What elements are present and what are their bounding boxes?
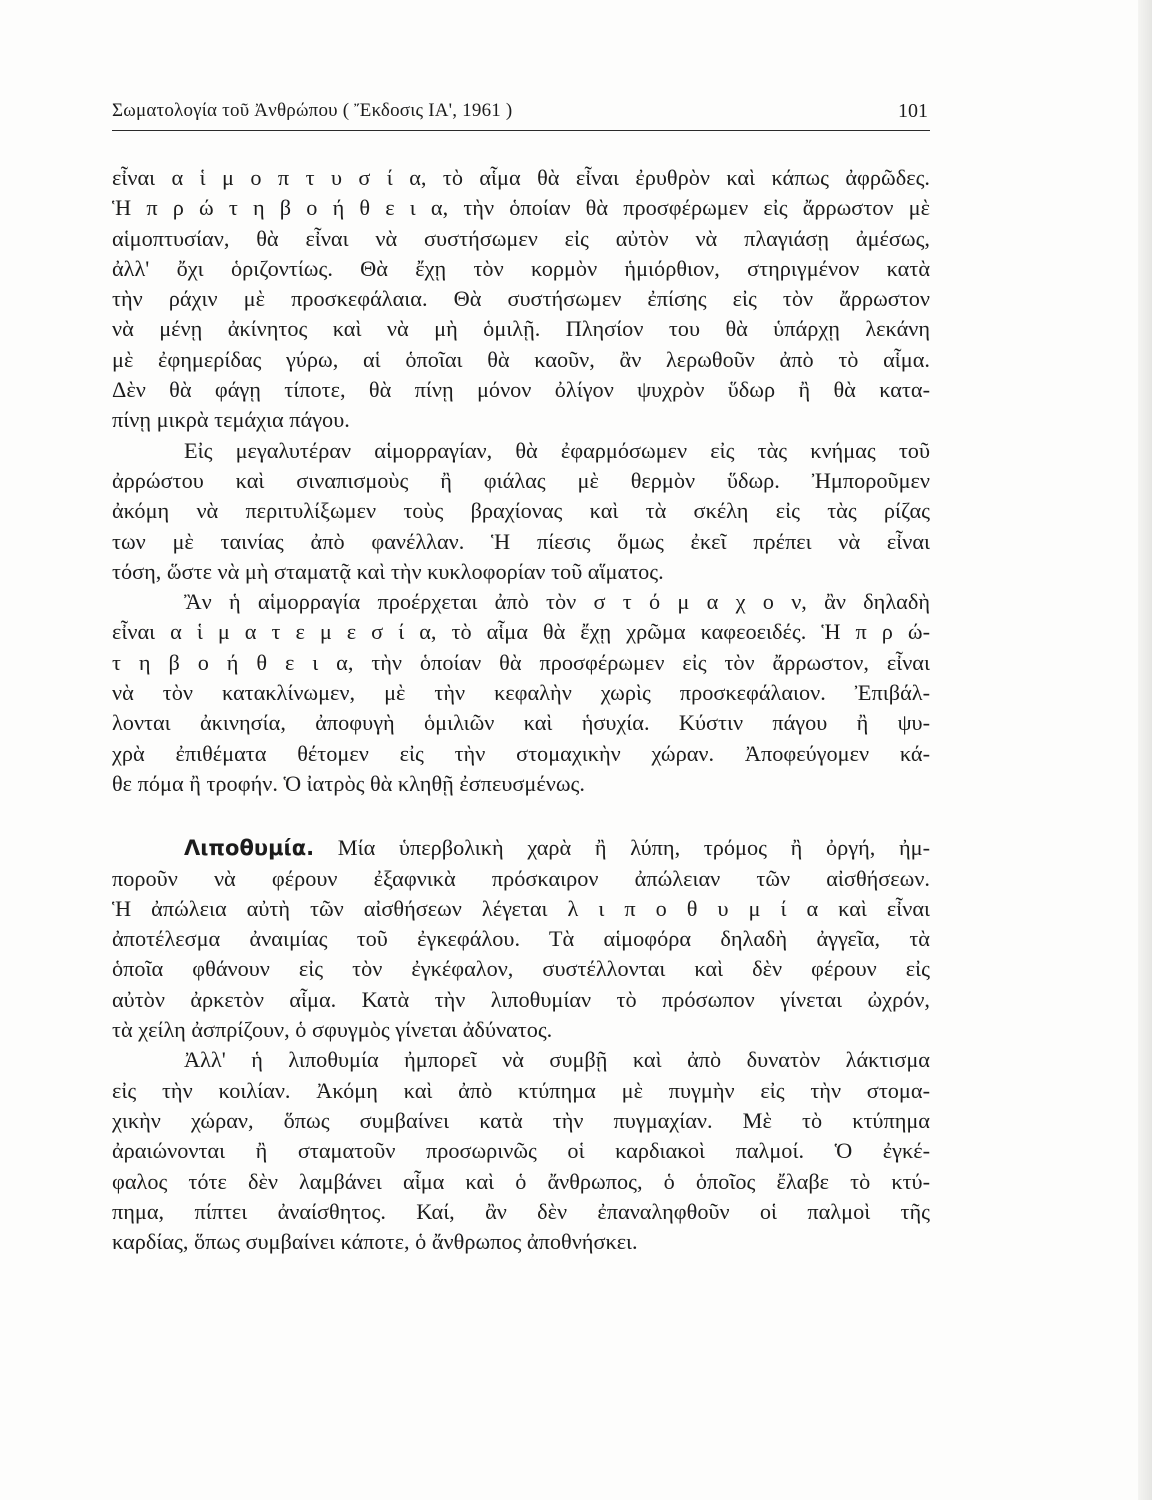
paragraph-2 [112, 436, 930, 587]
text-line: τὴν ράχιν μὲ προσκεφάλαια. Θὰ συστήσωμεν ἐπίσης εἰς τὸν ἄρρωστον [112, 286, 930, 312]
text-line: αὐτὸν ἀρκετὸν αἷμα. Κατὰ τὴν λιποθυμίαν τὸ πρόσωπον γίνεται ὠχρόν, [112, 986, 930, 1012]
text-line: χρὰ ἐπιθέματα θέτομεν εἰς τὴν στομαχικὴν χώραν. Ἀποφεύγομεν κά- [112, 740, 930, 766]
text-line: νὰ μένῃ ἀκίνητος καὶ νὰ μὴ ὁμιλῇ. Πλησίον του θὰ ὑπάρχῃ λεκάνη [112, 316, 930, 342]
text-line: εἶναι α ἱ μ α τ ε μ ε σ ί α, τὸ αἷμα θὰ ἔχῃ χρῶμα καφεοειδές. Ἡ π ρ ώ- [112, 619, 930, 645]
running-head [112, 96, 930, 131]
text-line: ἀρρώστου καὶ σιναπισμοὺς ἢ φιάλας μὲ θερμὸν ὕδωρ. Ἠμποροῦμεν [112, 467, 930, 493]
text-line: πημα, πίπτει ἀναίσθητος. Καί, ἂν δὲν ἐπαναληφθοῦν οἱ παλμοὶ τῆς [112, 1198, 930, 1224]
section-gap [112, 799, 930, 833]
text-line: Δὲν θὰ φάγῃ τίποτε, θὰ πίνῃ μόνον ὀλίγον ψυχρὸν ὕδωρ ἢ θὰ κατα- [112, 377, 930, 403]
text-line: Ἡ ἀπώλεια αὐτὴ τῶν αἰσθήσεων λέγεται λ ι π ο θ υ μ ί α καὶ εἶναι [112, 895, 930, 921]
text-line: Εἰς μεγαλυτέραν αἱμορραγίαν, θὰ ἐφαρμόσωμεν εἰς τὰς κνήμας τοῦ [184, 437, 930, 463]
text-line: πίνῃ μικρὰ τεμάχια πάγου. [112, 407, 350, 433]
text-line: τ η β ο ή θ ε ι α, τὴν ὁποίαν θὰ προσφέρωμεν εἰς τὸν ἄρρωστον, εἶναι [112, 649, 930, 675]
heading-line-rest: Μία ὑπερβολικὴ χαρὰ ἢ λύπη, τρόμος ἢ ὀργή, ἠμ- [337, 835, 931, 861]
text-line: λονται ἀκινησία, ἀποφυγὴ ὁμιλιῶν καὶ ἡσυχία. Κύστιν πάγου ἢ ψυ- [112, 710, 930, 736]
text-line: των μὲ ταινίας ἀπὸ φανέλλαν. Ἡ πίεσις ὅμως ἐκεῖ πρέπει νὰ εἶναι [112, 528, 930, 554]
text-line: ἀποτέλεσμα ἀναιμίας τοῦ ἐγκεφάλου. Τὰ αἱμοφόρα δηλαδὴ ἀγγεῖα, τὰ [112, 926, 930, 952]
text-line: νὰ τὸν κατακλίνωμεν, μὲ τὴν κεφαλὴν χωρὶς προσκεφάλαιον. Ἐπιβάλ- [112, 680, 930, 706]
text-line: Ἡ π ρ ώ τ η β ο ή θ ε ι α, τὴν ὁποίαν θὰ προσφέρωμεν εἰς ἄρρωστον μὲ [112, 195, 930, 221]
text-line [112, 833, 930, 863]
text-line: ἀλλ' ὄχι ὁριζοντίως. Θὰ ἔχῃ τὸν κορμὸν ἡμιόρθιον, στηριγμένον κατὰ [112, 255, 930, 281]
text-line: Ἂν ἡ αἱμορραγία προέρχεται ἀπὸ τὸν σ τ ό μ α χ ο ν, ἂν δηλαδὴ [184, 589, 930, 615]
text-line: τὰ χείλη ἀσπρίζουν, ὁ σφυγμὸς γίνεται ἀδύνατος. [112, 1017, 553, 1043]
page-number: 101 [898, 100, 928, 122]
text-line: ἀραιώνονται ἢ σταματοῦν προσωρινῶς οἱ καρδιακοὶ παλμοί. Ὁ ἐγκέ- [112, 1138, 930, 1164]
text-line: τόση, ὥστε νὰ μὴ σταματᾷ καὶ τὴν κυκλοφορίαν τοῦ αἵματος. [112, 558, 664, 584]
text-line: μὲ ἐφημερίδας γύρω, αἱ ὁποῖαι θὰ καοῦν, ἂν λερωθοῦν ἀπὸ τὸ αἷμα. [112, 346, 930, 372]
paragraph-4 [112, 833, 930, 1045]
text-line: θε πόμα ἢ τροφήν. Ὁ ἰατρὸς θὰ κληθῇ ἐσπευσμένως. [112, 770, 585, 796]
text-line: καρδίας, ὅπως συμβαίνει κάποτε, ὁ ἄνθρωπος ἀποθνήσκει. [112, 1229, 638, 1255]
paragraph-5 [112, 1045, 930, 1257]
text-line: χικὴν χώραν, ὅπως συμβαίνει κατὰ τὴν πυγμαχίαν. Μὲ τὸ κτύπημα [112, 1107, 930, 1133]
text-line: αἱμοπτυσίαν, θὰ εἶναι νὰ συστήσωμεν εἰς αὐτὸν νὰ πλαγιάσῃ ἀμέσως, [112, 225, 930, 251]
text-line: φαλος τότε δὲν λαμβάνει αἷμα καὶ ὁ ἄνθρωπος, ὁ ὁποῖος ἔλαβε τὸ κτύ- [112, 1168, 930, 1194]
text-line: εἰς τὴν κοιλίαν. Ἀκόμη καὶ ἀπὸ κτύπημα μὲ πυγμὴν εἰς τὴν στομα- [112, 1077, 930, 1103]
text-line: ἀκόμη νὰ περιτυλίξωμεν τοὺς βραχίονας καὶ τὰ σκέλη εἰς τὰς ρίζας [112, 498, 930, 524]
body-text [112, 163, 930, 1257]
text-line: ὁποῖα φθάνουν εἰς τὸν ἐγκέφαλον, συστέλλονται καὶ δὲν φέρουν εἰς [112, 956, 930, 982]
scan-edge [1138, 0, 1152, 1500]
text-line: Ἀλλ' ἡ λιποθυμία ἠμπορεῖ νὰ συμβῇ καὶ ἀπὸ δυνατὸν λάκτισμα [184, 1047, 930, 1073]
text-line: εἶναι α ἱ μ ο π τ υ σ ί α, τὸ αἷμα θὰ εἶναι ἐρυθρὸν καὶ κάπως ἀφρῶδες. [112, 165, 930, 190]
text-line: ποροῦν νὰ φέρουν ἐξαφνικὰ πρόσκαιρον ἀπώλειαν τῶν αἰσθήσεων. [112, 865, 930, 891]
paragraph-3 [112, 587, 930, 799]
paragraph-1 [112, 163, 930, 436]
running-title: Σωματολογία τοῦ Ἀνθρώπου ( Ἔκδοσις ΙΑ', 1961 ) [112, 100, 513, 121]
section-heading: Λιποθυμία. [184, 836, 315, 861]
